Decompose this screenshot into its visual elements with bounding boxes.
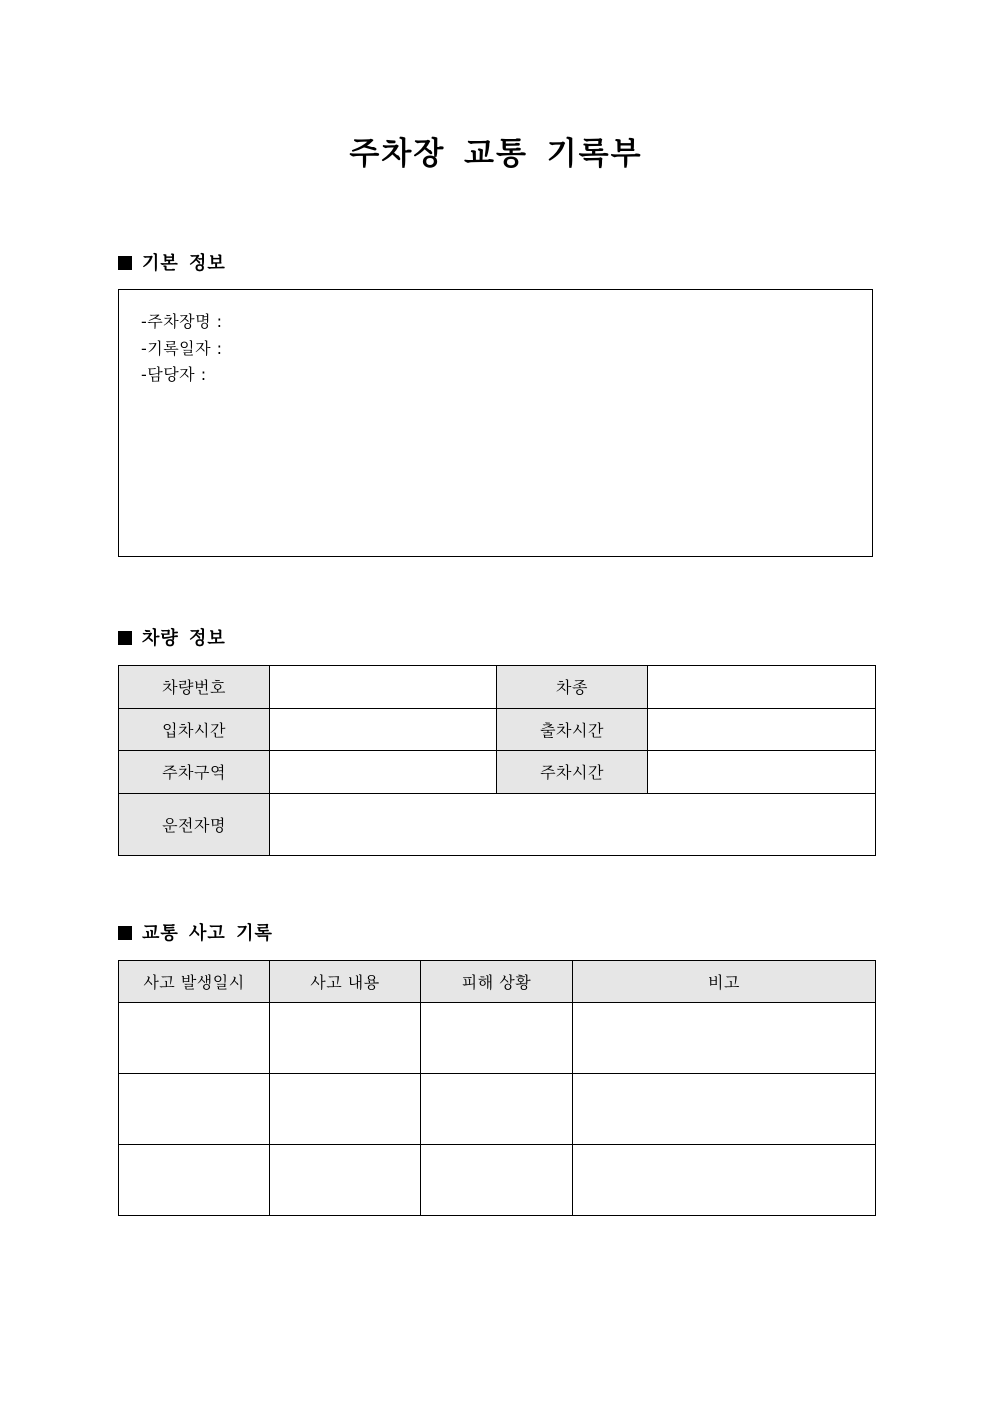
info-line-record-date: -기록일자 : [141,338,223,358]
cell-remarks[interactable] [573,1145,876,1216]
label-vehicle-number: 차량번호 [119,666,270,709]
square-bullet-icon [118,926,132,940]
value-driver-name[interactable] [270,793,876,855]
vehicle-info-table [118,665,876,856]
cell-remarks[interactable] [573,1074,876,1145]
basic-info-box [118,289,873,557]
value-entry-time[interactable] [270,708,497,751]
section-title: 교통 사고 기록 [142,923,273,944]
section-title: 기본 정보 [142,253,226,274]
cell-damage-status[interactable] [421,1074,573,1145]
cell-accident-datetime[interactable] [119,1003,270,1074]
section-heading-basic-info [118,251,226,277]
cell-remarks[interactable] [573,1003,876,1074]
column-header-damage-status: 피해 상황 [421,961,573,1003]
table-row [119,1145,876,1216]
table-row [119,751,876,794]
table-row [119,793,876,855]
label-parking-duration: 주차시간 [497,751,648,794]
square-bullet-icon [118,256,132,270]
label-parking-zone: 주차구역 [119,751,270,794]
cell-accident-datetime[interactable] [119,1074,270,1145]
cell-accident-details[interactable] [270,1003,421,1074]
value-parking-zone[interactable] [270,751,497,794]
section-heading-vehicle-info [118,626,226,652]
cell-accident-datetime[interactable] [119,1145,270,1216]
cell-damage-status[interactable] [421,1145,573,1216]
label-exit-time: 출차시간 [497,708,648,751]
value-parking-duration[interactable] [648,751,876,794]
section-heading-accident-record [118,921,273,947]
value-vehicle-number[interactable] [270,666,497,709]
section-title: 차량 정보 [142,628,226,649]
info-line-manager: -담당자 : [141,365,207,384]
cell-accident-details[interactable] [270,1074,421,1145]
value-exit-time[interactable] [648,708,876,751]
table-row [119,1074,876,1145]
table-header-row [119,961,876,1003]
cell-damage-status[interactable] [421,1003,573,1074]
label-entry-time: 입차시간 [119,708,270,751]
column-header-accident-datetime: 사고 발생일시 [119,961,270,1003]
table-row [119,708,876,751]
column-header-accident-details: 사고 내용 [270,961,421,1003]
info-line-parking-name: -주차장명 : [141,312,223,331]
label-vehicle-type: 차종 [497,666,648,709]
value-vehicle-type[interactable] [648,666,876,709]
table-row [119,1003,876,1074]
column-header-remarks: 비고 [573,961,876,1003]
table-row [119,666,876,709]
accident-record-table [118,960,876,1216]
label-driver-name: 운전자명 [119,793,270,855]
square-bullet-icon [118,631,132,645]
cell-accident-details[interactable] [270,1145,421,1216]
document-title: 주차장 교통 기록부 [349,136,643,172]
